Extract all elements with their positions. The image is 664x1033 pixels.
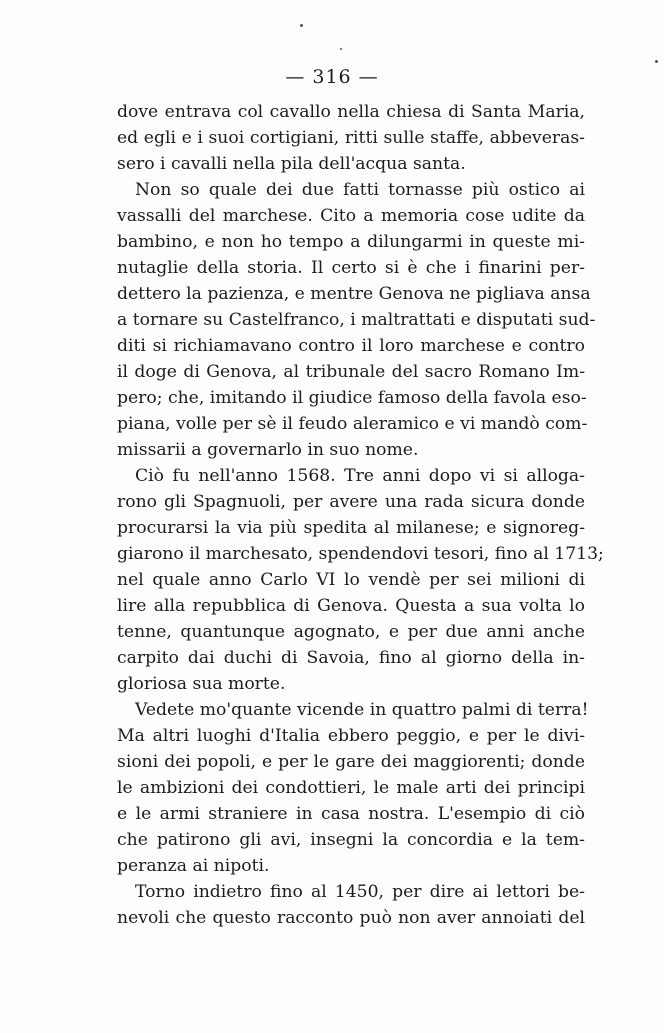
text-line: bambino, e non ho tempo a dilungarmi in queste mi- [117, 232, 585, 252]
page-number: — 316 — [285, 66, 379, 88]
text-line: che patirono gli avi, insegni la concordia e la tem- [117, 830, 585, 850]
text-line: Ma altri luoghi d'Italia ebbero peggio, e per le divi- [117, 726, 585, 746]
body-text [117, 99, 604, 931]
text-line: sero i cavalli nella pila dell'acqua santa. [117, 154, 466, 174]
text-line: e le armi straniere in casa nostra. L'esempio di ciò [117, 804, 585, 824]
text-line: Ciò fu nell'anno 1568. Tre anni dopo vi si alloga- [135, 466, 585, 486]
text-line: gloriosa sua morte. [117, 674, 286, 694]
text-line: nutaglie della storia. Il certo si è che i finarini per- [117, 258, 585, 278]
text-line: diti si richiamavano contro il loro marchese e contro [117, 336, 585, 356]
ink-speck [655, 60, 658, 63]
text-line: tenne, quantunque agognato, e per due anni anche [117, 622, 585, 642]
text-line: il doge di Genova, al tribunale del sacro Romano Im- [117, 362, 585, 382]
ink-speck [300, 24, 303, 27]
text-line: pero; che, imitando il giudice famoso della favola eso- [117, 388, 587, 408]
text-line: rono gli Spagnuoli, per avere una rada sicura donde [117, 492, 585, 512]
text-line: ed egli e i suoi cortigiani, ritti sulle staffe, abbeveras- [117, 128, 585, 148]
text-line: piana, volle per sè il feudo aleramico e vi mandò com- [117, 414, 588, 434]
text-line: carpito dai duchi di Savoia, fino al giorno della in- [117, 648, 585, 668]
text-line: dettero la pazienza, e mentre Genova ne pigliava ansa [117, 284, 591, 304]
text-line: missarii a governarlo in suo nome. [117, 440, 419, 460]
text-line: Vedete mo'quante vicende in quattro palmi di terra! [135, 700, 589, 720]
text-line: nel quale anno Carlo VI lo vendè per sei milioni di [117, 570, 585, 590]
text-line: dove entrava col cavallo nella chiesa di Santa Maria, [117, 102, 585, 122]
ink-speck [340, 48, 342, 50]
text-line: procurarsi la via più spedita al milanese; e signoreg- [117, 518, 585, 538]
text-line: le ambizioni dei condottieri, le male arti dei principi [117, 778, 585, 798]
text-line: giarono il marchesato, spendendovi tesori, fino al 1713; [117, 544, 604, 564]
text-line: Non so quale dei due fatti tornasse più ostico ai [135, 180, 585, 200]
text-line: Torno indietro fino al 1450, per dire ai lettori be- [135, 882, 585, 902]
text-line: nevoli che questo racconto può non aver annoiati del [117, 908, 585, 928]
text-line: vassalli del marchese. Cito a memoria cose udite da [117, 206, 585, 226]
text-line: a tornare su Castelfranco, i maltrattati e disputati sud- [117, 310, 596, 330]
text-line: peranza ai nipoti. [117, 856, 270, 876]
text-line: lire alla repubblica di Genova. Questa a sua volta lo [117, 596, 585, 616]
text-line: sioni dei popoli, e per le gare dei maggiorenti; donde [117, 752, 585, 772]
